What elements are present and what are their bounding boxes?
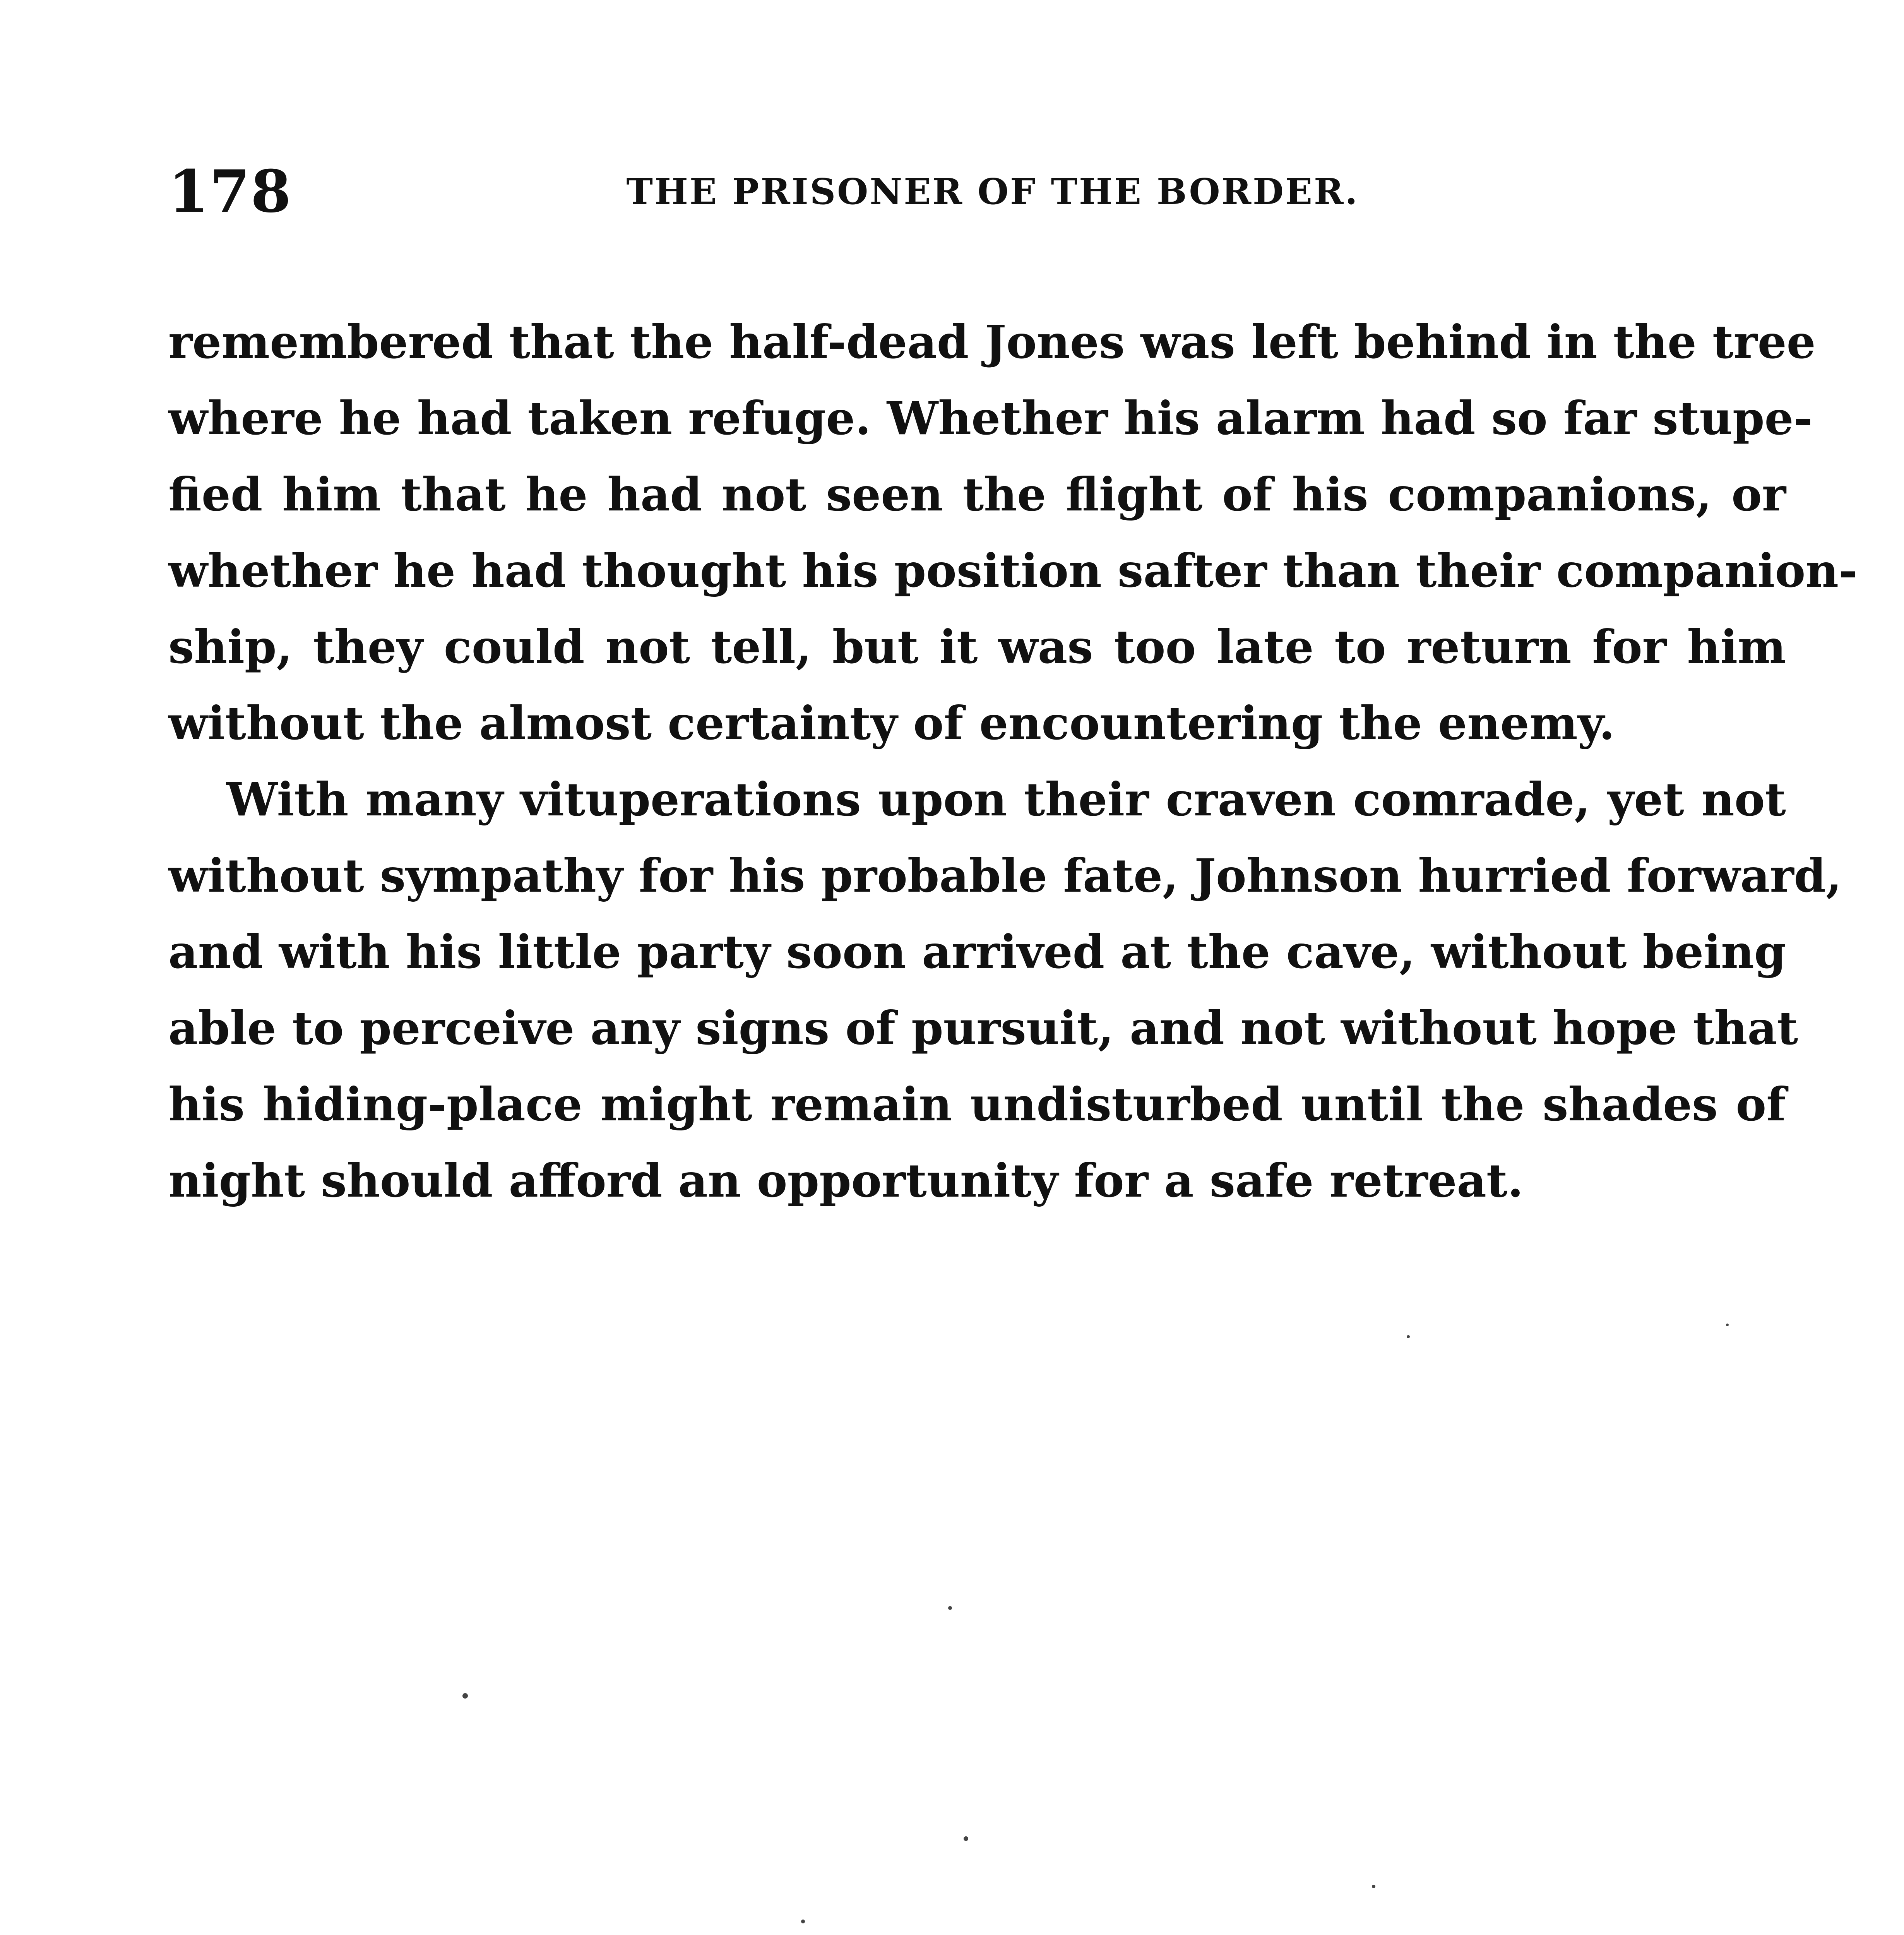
- text-line: where he had taken refuge. Whether his alarm had so far stupe-: [168, 391, 1813, 445]
- paragraph-1: [168, 304, 1858, 761]
- text-line: night should afford an opportunity for a safe retreat.: [168, 1154, 1524, 1207]
- text-line: whether he had thought his position safter than their companion-: [168, 544, 1858, 598]
- text-line: without sympathy for his probable fate, Johnson hurried forward,: [168, 849, 1842, 902]
- scan-speck: [964, 1836, 968, 1841]
- scan-speck: [462, 1693, 468, 1699]
- scan-speck: [1372, 1885, 1375, 1888]
- text-line: and with his little party soon arrived at the cave, without being: [168, 925, 1786, 979]
- text-line: without the almost certainty of encountering the enemy.: [168, 696, 1615, 750]
- text-line: his hiding-place might remain undisturbed until the shades of: [168, 1077, 1786, 1131]
- running-head: [168, 153, 1759, 230]
- text-line: With many vituperations upon their craven comrade, yet not: [226, 772, 1786, 826]
- text-line: remembered that the half-dead Jones was left behind in the tree: [168, 315, 1816, 369]
- scan-speck: [1407, 1335, 1410, 1338]
- page-number: 178: [168, 158, 292, 226]
- text-line: able to perceive any signs of pursuit, and not without hope that: [168, 1001, 1798, 1055]
- scan-speck: [1726, 1324, 1729, 1326]
- scan-speck: [801, 1920, 805, 1923]
- text-line: ship, they could not tell, but it was too late to return for him: [168, 620, 1786, 674]
- text-line: fied him that he had not seen the flight of his companions, or: [168, 467, 1786, 521]
- paragraph-2: [168, 761, 1842, 1219]
- scan-speck: [948, 1606, 952, 1610]
- body-text: [168, 304, 1858, 1219]
- running-title: THE PRISONER OF THE BORDER.: [626, 171, 1359, 212]
